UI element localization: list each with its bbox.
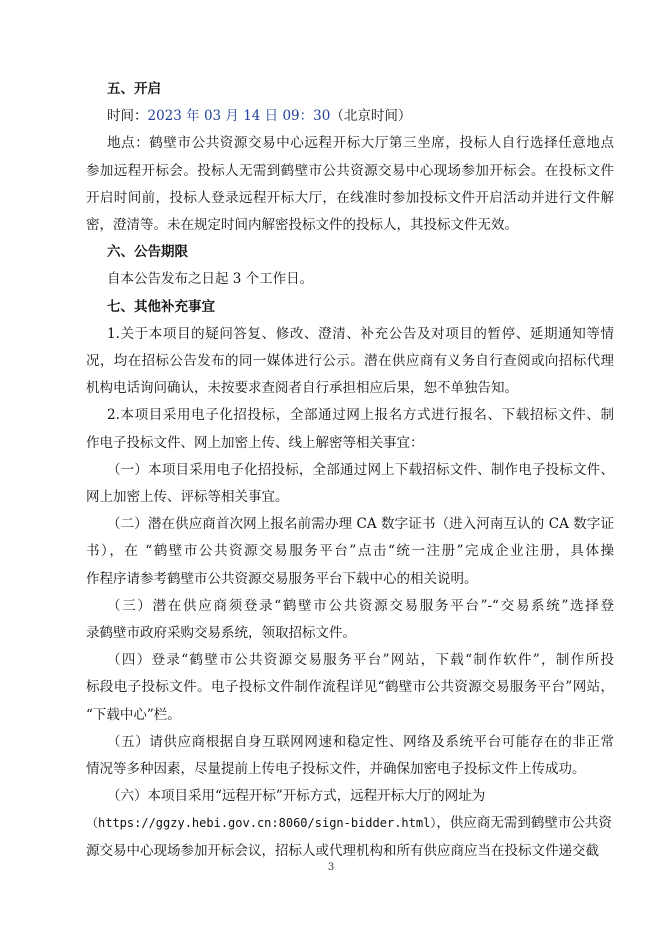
opening-location-line: 开启时间前，投标人登录远程开标大厅，在线准时参加投标文件开启活动并进行文件解 <box>86 189 614 206</box>
period-text: 自本公告发布之日起 3 个工作日。 <box>107 271 314 288</box>
sub1-line: 网上加密上传、评标等相关事宜。 <box>86 489 289 506</box>
page-content <box>86 76 614 865</box>
item1-line: 机构电话询问确认，未按要求查阅者自行承担相应后果，恕不单独告知。 <box>86 380 518 397</box>
item1-line: 1.关于本项目的疑问答复、修改、澄清、补充公告及对项目的暂停、延期通知等情 <box>107 325 614 342</box>
section-heading-opening: 五、开启 <box>107 81 161 97</box>
opening-location-line: 密，澄清等。未在规定时间内解密投标文件的投标人，其投标文件无效。 <box>86 217 518 234</box>
sub4-line: 标段电子投标文件。电子投标文件制作流程详见“鹤壁市公共资源交易服务平台”网站， <box>86 679 614 696</box>
sub6-url-line <box>86 810 614 837</box>
remote-hall-url: （https://ggzy.hebi.gov.cn:8060/sign-bidder.html） <box>86 816 437 831</box>
section-heading-period: 六、公告期限 <box>107 244 188 261</box>
sub5-line: 情况等多种因素，尽量提前上传电子投标文件，并确保加密电子投标文件上传成功。 <box>86 761 586 778</box>
page-number: 3 <box>327 862 335 873</box>
sub6-line: 源交易中心现场参加开标会议，招标人或代理机构和所有供应商应当在投标文件递交截 <box>86 842 599 859</box>
sub3-line: （三）潜在供应商须登录“鹤壁市公共资源交易服务平台”-“交易系统”选择登 <box>107 597 614 614</box>
sub4-line: （四）登录“鹤壁市公共资源交易服务平台”网站，下载“制作软件”，制作所投 <box>107 652 614 669</box>
sub5-line: （五）请供应商根据自身互联网网速和稳定性、网络及系统平台可能存在的非正常 <box>107 733 614 750</box>
sub2-line: 作程序请参考鹤壁市公共资源交易服务平台下载中心的相关说明。 <box>86 570 478 587</box>
opening-time-label: 时间： <box>107 108 148 125</box>
item2-line: 2.本项目采用电子化招投标，全部通过网上报名方式进行报名、下载招标文件、制 <box>107 407 614 424</box>
sub2-line: （二）潜在供应商首次网上报名前需办理 CA 数字证书（进入河南互认的 CA 数字证 <box>107 516 614 533</box>
sub1-line: （一）本项目采用电子化招投标，全部通过网上下载招标文件、制作电子投标文件、 <box>107 461 614 478</box>
opening-time-suffix: （北京时间） <box>330 108 412 125</box>
opening-location-line: 参加远程开标会。投标人无需到鹤壁市公共资源交易中心现场参加开标会。在投标文件 <box>86 162 614 179</box>
opening-location-line: 地点：鹤壁市公共资源交易中心远程开标大厅第三坐席，投标人自行选择任意地点 <box>107 135 614 152</box>
section-heading-other: 七、其他补充事宜 <box>107 298 215 315</box>
opening-time-value: 2023 年 03 月 14 日 09：30 <box>147 108 331 125</box>
sub6-line-rest: ，供应商无需到鹤壁市公共资 <box>436 815 612 832</box>
sub6-line: （六）本项目采用“远程开标”开标方式，远程开标大厅的网址为 <box>107 788 486 805</box>
sub4-line: “下载中心”栏。 <box>86 706 181 723</box>
sub3-line: 录鹤壁市政府采购交易系统，领取招标文件。 <box>86 625 356 642</box>
opening-time <box>86 103 614 130</box>
item1-line: 况，均在招标公告发布的同一媒体进行公示。潜在供应商有义务自行查阅或向招标代理 <box>86 353 614 370</box>
item2-line: 作电子投标文件、网上加密上传、线上解密等相关事宜： <box>86 434 424 451</box>
sub2-line: 书），在 “鹤壁市公共资源交易服务平台”点击“统一注册”完成企业注册，具体操 <box>86 543 614 560</box>
